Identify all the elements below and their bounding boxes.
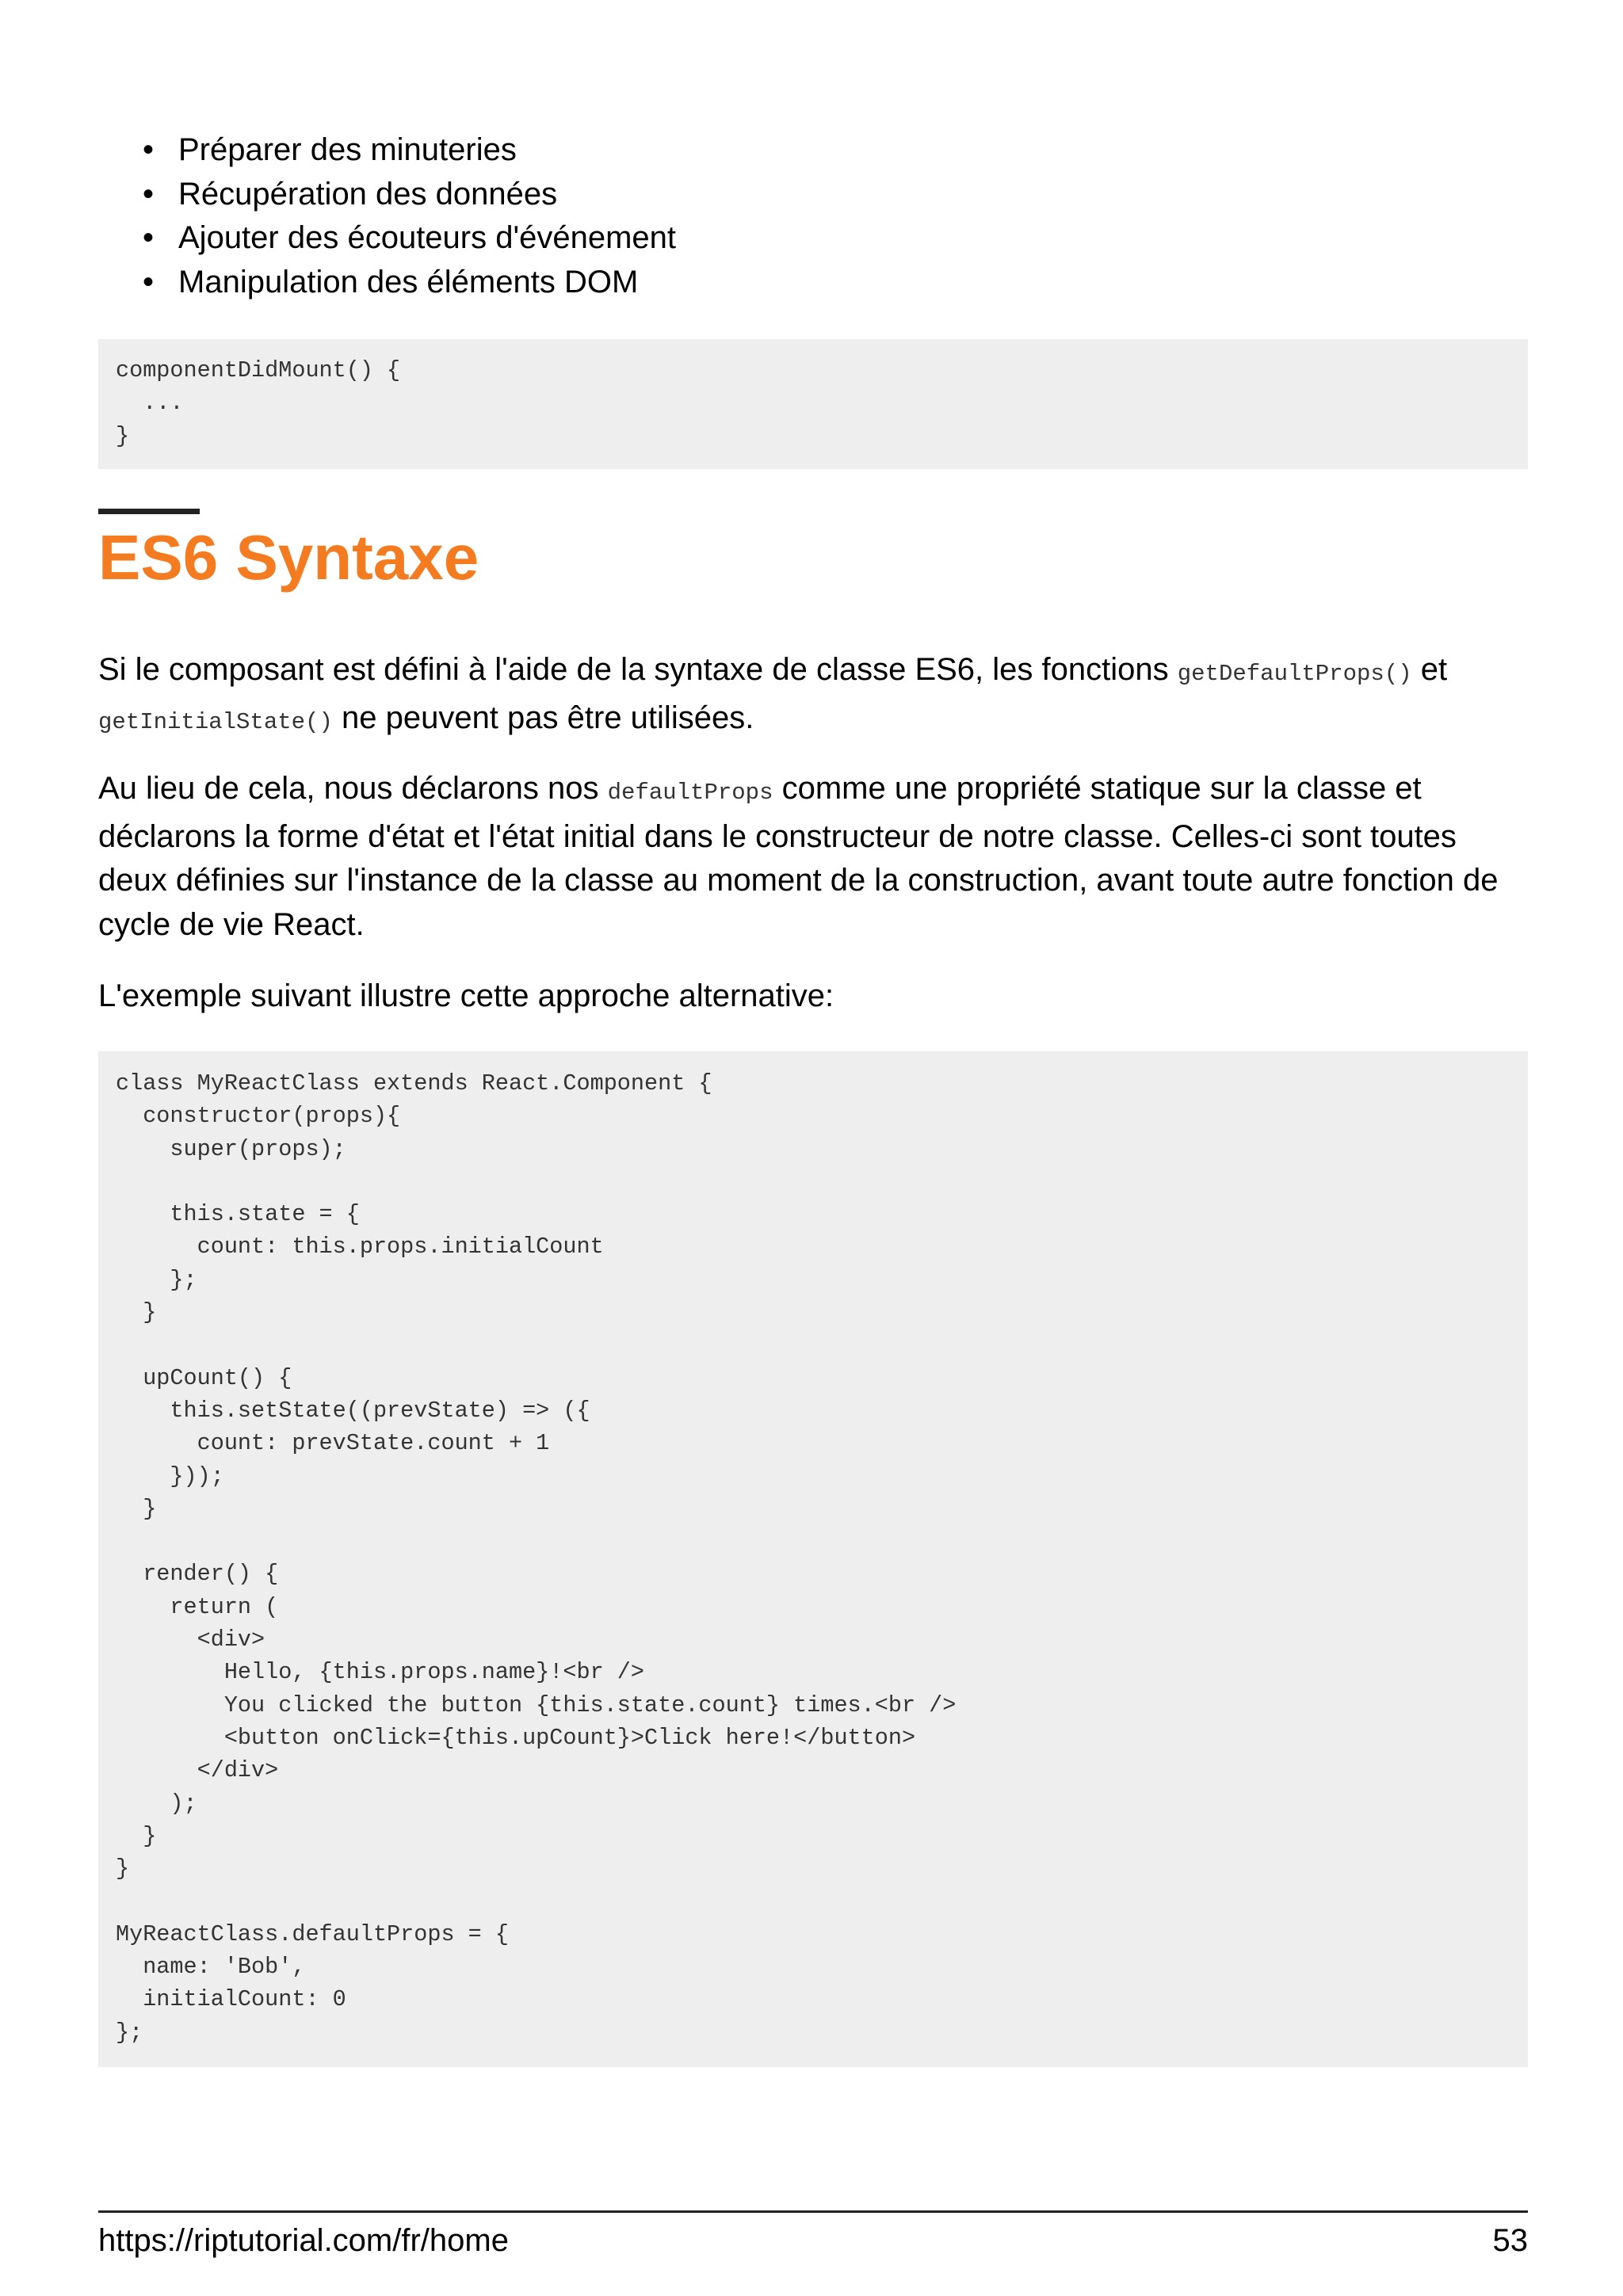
code-block-es6-class-example: [98, 1051, 1528, 2067]
paragraph-text: Si le composant est défini à l'aide de la syntaxe de classe ES6, les fonctions: [98, 652, 1178, 687]
list-item: • Récupération des données: [143, 173, 676, 217]
list-item: • Ajouter des écouteurs d'événement: [143, 216, 676, 261]
paragraph-text: ne peuvent pas être utilisées.: [332, 700, 754, 735]
inline-code: getDefaultProps(): [1177, 661, 1412, 687]
inline-code: defaultProps: [607, 780, 773, 806]
code-text: componentDidMount() { ... }: [116, 357, 401, 449]
section-heading: ES6 Syntaxe: [98, 522, 479, 593]
list-item: • Manipulation des éléments DOM: [143, 261, 676, 305]
heading-rule: [98, 509, 200, 514]
paragraph-text: et: [1411, 652, 1448, 687]
list-item: • Préparer des minuteries: [143, 128, 676, 173]
paragraph-text: comme une propriété statique sur la classe et déclarons la forme d'état et l'état initial dans le constructeur de notre classe. Celles-ci sont toutes deux définies sur l'instance de la classe au moment de la construction, avant toute autre fonction de cycle de vie React.: [98, 771, 1499, 942]
paragraph-example-intro: L'exemple suivant illustre cette approche alternative:: [98, 978, 834, 1013]
page-number: 53: [1492, 2223, 1528, 2258]
paragraph-text: Au lieu de cela, nous déclarons nos: [98, 771, 608, 806]
code-block-component-did-mount: [98, 339, 1528, 469]
code-text: class MyReactClass extends React.Component { constructor(props){ super(props); this.state = { count: this.props.initialCount }; } upCount() { this.setState((prevState) => ({ count: prevState.count + 1 })); } render() { return ( <div> Hello, {this.props.name}!<br /> You clicked the button {this.state.count} times.<br /> <button onClick={this.upCount}>Click here!</button> </div> ); } } MyReactClass.defaultProps = { name: 'Bob', initialCount: 0 };: [116, 1070, 957, 2046]
footer-url[interactable]: https://riptutorial.com/fr/home: [98, 2223, 509, 2258]
bullet-list: [143, 128, 676, 304]
inline-code: getInitialState(): [98, 708, 333, 735]
paragraph-es6-intro: [98, 648, 1528, 744]
paragraph-default-props: [98, 767, 1528, 947]
footer-rule: [98, 2210, 1528, 2213]
